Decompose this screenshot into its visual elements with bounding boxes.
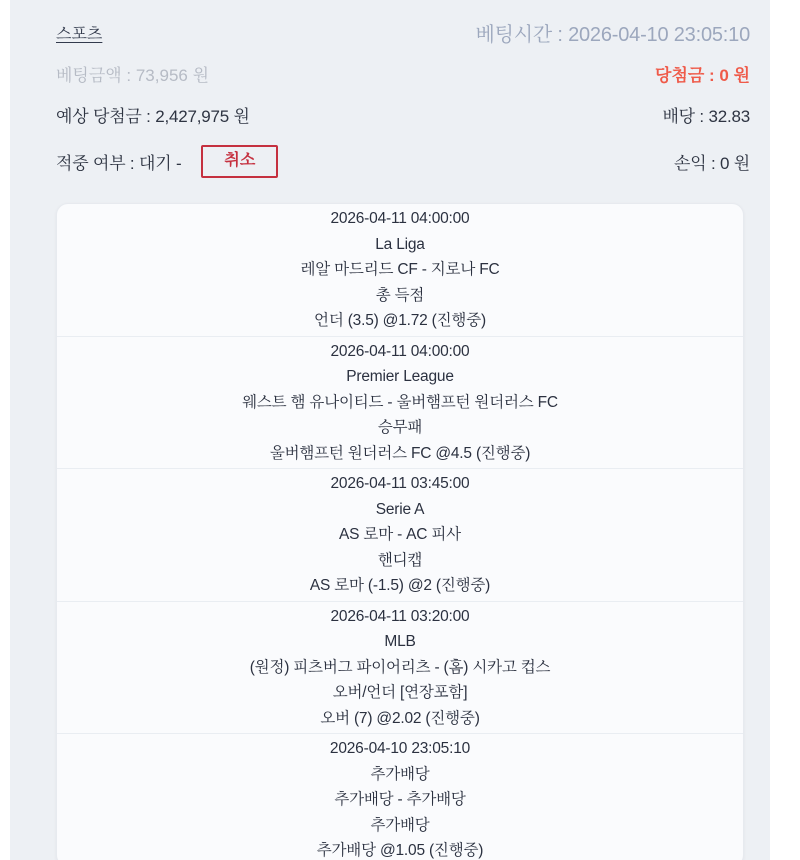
bet-time-text: 베팅시간 : 2026-04-10 23:05:10 bbox=[475, 24, 750, 46]
bet-datetime: 2026-04-10 23:05:10 bbox=[329, 740, 471, 757]
bet-selection: 추가배당 @1.05 (진행중) bbox=[316, 842, 484, 859]
bet-league: MLB bbox=[384, 633, 416, 650]
bet-datetime: 2026-04-11 03:45:00 bbox=[330, 475, 470, 492]
bet-market: 오버/언더 [연장포함] bbox=[332, 684, 468, 701]
bet-list bbox=[56, 203, 744, 860]
summary-row-3 bbox=[56, 102, 750, 127]
bet-league: La Liga bbox=[375, 235, 425, 253]
summary-row-2 bbox=[56, 61, 750, 86]
bet-match: 웨스트 햄 유나이티드 - 울버햄프턴 원더러스 FC bbox=[242, 393, 558, 411]
bet-league: Serie A bbox=[375, 500, 425, 518]
bet-datetime: 2026-04-11 04:00:00 bbox=[330, 342, 470, 360]
bet-match: (원정) 피츠버그 파이어리츠 - (홈) 시카고 컵스 bbox=[249, 658, 551, 676]
bet-league: 추가배당 bbox=[370, 765, 430, 783]
bet-market: 총 득점 bbox=[375, 286, 425, 304]
bet-selection: 오버 (7) @2.02 (진행중) bbox=[320, 709, 480, 727]
bet-datetime: 2026-04-11 04:00:00 bbox=[330, 210, 470, 227]
bet-selection: 울버햄프턴 원더러스 FC @4.5 (진행중) bbox=[269, 444, 531, 462]
bet-market: 추가배당 bbox=[370, 816, 430, 834]
bet-entry bbox=[57, 336, 743, 469]
hit-status-group bbox=[56, 145, 278, 178]
cancel-button[interactable]: 취소 bbox=[201, 145, 278, 178]
summary-row-1 bbox=[56, 18, 750, 47]
bet-selection: AS 로마 (-1.5) @2 (진행중) bbox=[309, 577, 491, 594]
bet-league: Premier League bbox=[346, 368, 454, 385]
bet-entry bbox=[57, 468, 743, 601]
bet-datetime: 2026-04-11 03:20:00 bbox=[330, 607, 470, 625]
odds-text: 배당 : 32.83 bbox=[662, 107, 750, 126]
bet-market: 핸디캡 bbox=[377, 551, 423, 569]
bet-entry bbox=[57, 601, 743, 734]
win-amount-text: 당첨금 : 0 원 bbox=[655, 66, 750, 85]
bet-match: 레알 마드리드 CF - 지로나 FC bbox=[300, 261, 500, 278]
summary-row-4 bbox=[56, 145, 750, 178]
bet-market: 승무패 bbox=[377, 419, 423, 436]
expected-win-text: 예상 당첨금 : 2,427,975 원 bbox=[56, 107, 250, 126]
profit-text: 손익 : 0 원 bbox=[673, 154, 750, 173]
bet-entry bbox=[57, 733, 743, 860]
bet-amount-text: 베팅금액 : 73,956 원 bbox=[56, 66, 209, 85]
category-link[interactable]: 스포츠 bbox=[56, 26, 103, 43]
hit-status-text: 적중 여부 : 대기 - bbox=[56, 154, 182, 173]
bet-match: AS 로마 - AC 피사 bbox=[339, 526, 461, 543]
bet-entry bbox=[57, 204, 743, 336]
bet-match: 추가배당 - 추가배당 bbox=[334, 791, 466, 808]
bet-detail-page bbox=[10, 0, 770, 860]
bet-selection: 언더 (3.5) @1.72 (진행중) bbox=[314, 312, 486, 329]
